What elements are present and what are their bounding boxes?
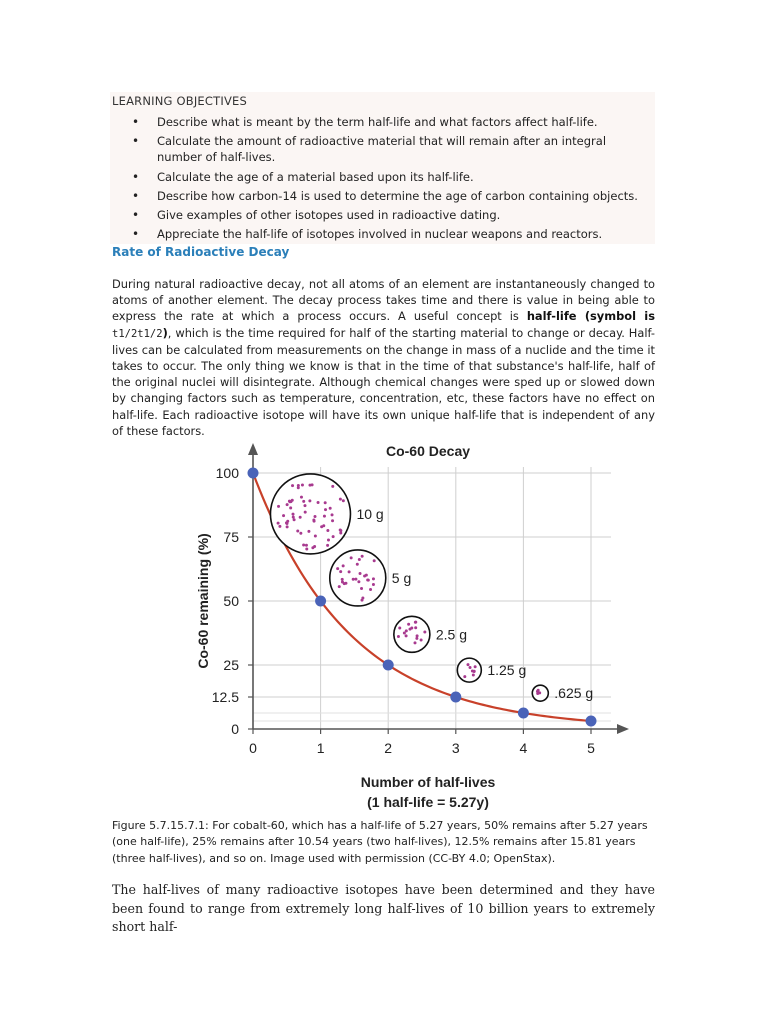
atom-dot (348, 570, 351, 573)
data-point (450, 692, 461, 703)
atom-dot (372, 577, 375, 580)
half-life-term: half-life (symbol is (526, 309, 655, 324)
atom-dot (303, 504, 306, 507)
atom-dot (299, 516, 302, 519)
atom-dot (324, 501, 327, 504)
atom-dot (326, 529, 329, 532)
section-title: Rate of Radioactive Decay (112, 245, 290, 259)
sample-circles (270, 474, 593, 701)
atom-dot (361, 555, 364, 558)
paragraph-intro: During natural radioactive decay, not all atoms of an element are instantaneously changed to atoms of another element. The decay process takes time and there is value in being able to express the rate at which a process occurs. A useful concept is (112, 277, 655, 324)
atom-dot (360, 587, 363, 590)
atom-dot (329, 507, 332, 510)
closing-paragraph: The half-lives of many radioactive isotopes have been determined and they have been found to range from extremely long half-lives of 10 billion years to extremely short half- (112, 882, 655, 934)
atom-dot (308, 484, 311, 487)
atom-dot (323, 515, 326, 518)
atom-dot (407, 623, 410, 626)
x-axis-sublabel: (1 half-life = 5.27y) (367, 794, 489, 810)
atom-dot (286, 520, 289, 523)
atom-dot (463, 675, 466, 678)
atom-dot (469, 666, 472, 669)
atom-dot (398, 626, 401, 629)
objective-item: • Calculate the age of a material based upon its half-life. (110, 169, 655, 185)
sample-mass-label: .625 g (554, 685, 594, 702)
sample-mass-label: 5 g (391, 569, 412, 586)
atom-dot (367, 579, 370, 582)
atom-dot (405, 629, 408, 632)
atom-dot (301, 483, 304, 486)
atom-dot (331, 485, 334, 488)
atom-dot (278, 525, 281, 528)
atom-dot (292, 516, 295, 519)
sample-circle-group (457, 658, 526, 682)
objective-item: • Describe how carbon-14 is used to determine the age of carbon containing objects. (110, 188, 655, 204)
objective-item: • Give examples of other isotopes used in radioactive dating. (110, 207, 655, 223)
x-axis-arrow (617, 724, 629, 734)
atom-dot (410, 626, 413, 629)
x-tick-label: 2 (384, 740, 393, 756)
x-tick-label: 4 (519, 740, 528, 756)
atom-dot (332, 535, 335, 538)
learning-objectives-box (110, 92, 655, 244)
x-tick-label: 0 (249, 740, 257, 756)
atom-dot (305, 544, 308, 547)
atom-dot (414, 626, 417, 629)
atom-dot (286, 503, 289, 506)
atom-dot (357, 580, 360, 583)
data-point (518, 708, 529, 719)
atom-dot (305, 547, 308, 550)
atom-dot (361, 599, 364, 602)
atom-dot (354, 578, 357, 581)
objective-item: • Calculate the amount of radioactive material that will remain after an integral number of half-lives. (110, 133, 655, 165)
co60-decay-chart (180, 436, 640, 816)
atom-dot (324, 508, 327, 511)
atom-dot (336, 567, 339, 570)
atom-dot (286, 525, 289, 528)
atom-dot (288, 500, 291, 503)
objective-item: • Describe what is meant by the term half-life and what factors affect half-life. (110, 114, 655, 130)
atom-dot (314, 535, 317, 538)
atom-dot (474, 665, 477, 668)
atom-dot (405, 634, 408, 637)
y-tick-label: 25 (223, 657, 239, 673)
sample-circle (394, 616, 430, 652)
atom-dot (308, 499, 311, 502)
half-life-symbol: t1/2t1/2 (112, 327, 163, 340)
y-axis-label: Co-60 remaining (%) (195, 533, 211, 669)
atom-dot (365, 574, 368, 577)
atom-dot (296, 530, 299, 533)
atom-dot (313, 545, 316, 548)
sample-circle (457, 658, 481, 682)
atom-dot (473, 670, 476, 673)
atom-dot (277, 522, 280, 525)
atom-dot (312, 519, 315, 522)
atom-dot (350, 556, 353, 559)
atom-dot (297, 484, 300, 487)
atom-dot (372, 583, 375, 586)
atom-dot (302, 500, 305, 503)
paragraph-rest: , which is the time required for half of the starting material to change or decay. Half-lives can be calculated from measurements on the change in mass of a nuclide and the time it takes to occur. The only thing we know is that in the time of that substance's half-life, half of the original nuclei will disintegrate. Although chemical changes were sped up or slowed down by changing factors such as temperature, concentration, etc, these factors have no effect on half-life. Each radioactive isotope will have its own unique half-life that is independent of any of these factors. (112, 325, 655, 438)
atom-dot (358, 558, 361, 561)
atom-dot (342, 499, 345, 502)
objective-item: • Appreciate the half-life of isotopes involved in nuclear weapons and reactors. (110, 226, 655, 242)
atom-dot (331, 519, 334, 522)
y-axis-arrow (248, 443, 258, 455)
sample-circle-group (532, 685, 593, 701)
atom-dot (291, 484, 294, 487)
data-point (315, 596, 326, 607)
sample-mass-label: 1.25 g (487, 662, 527, 679)
atom-dot (352, 578, 355, 581)
atom-dot (341, 578, 344, 581)
atom-dot (314, 515, 317, 518)
atom-dot (327, 538, 330, 541)
atom-dot (277, 505, 280, 508)
data-point (248, 468, 259, 479)
data-point (383, 660, 394, 671)
atom-dot (369, 588, 372, 591)
body-paragraph (112, 276, 655, 439)
atom-dot (331, 513, 334, 516)
sample-circle-group (270, 474, 383, 554)
atom-dot (359, 572, 362, 575)
atom-dot (415, 637, 418, 640)
figure-caption: Figure 5.7.15.7.1: For cobalt-60, which has a half-life of 5.27 years, 50% remains after 5.27 years (one half-life), 25% remains after 10.54 years (two half-lives), 12.5% remains after 15.81 years (three half-lives), and so on. Image used with permission (CC-BY 4.0; OpenStax). (112, 819, 648, 865)
atom-dot (339, 570, 342, 573)
sample-mass-label: 10 g (356, 505, 384, 522)
atom-dot (536, 690, 539, 693)
x-tick-label: 5 (587, 740, 595, 756)
x-tick-label: 3 (451, 740, 460, 756)
atom-dot (466, 663, 469, 666)
atom-dot (320, 525, 323, 528)
y-tick-label: 75 (223, 529, 239, 545)
atom-dot (299, 532, 302, 535)
half-life-term-end: ) (162, 325, 168, 340)
atom-dot (339, 532, 342, 535)
objectives-title: LEARNING OBJECTIVES (112, 94, 247, 108)
data-point (586, 716, 597, 727)
atom-dot (304, 511, 307, 514)
atom-dot (420, 638, 423, 641)
atom-dot (317, 501, 320, 504)
atom-dot (472, 674, 475, 677)
y-tick-label: 12.5 (211, 689, 239, 705)
atom-dot (289, 506, 292, 509)
atom-dot (326, 544, 329, 547)
y-tick-label: 0 (231, 721, 239, 737)
atom-dot (338, 585, 341, 588)
chart-svg (180, 436, 640, 816)
atom-dot (341, 581, 344, 584)
chart-title: Co-60 Decay (385, 443, 471, 459)
sample-mass-label: 2.5 g (435, 626, 468, 643)
atom-dot (397, 635, 400, 638)
atom-dot (339, 498, 342, 501)
atom-dot (414, 621, 417, 624)
atom-dot (356, 563, 359, 566)
atom-dot (293, 518, 296, 521)
sample-circle-group (330, 550, 411, 606)
objectives-list (110, 114, 655, 246)
atom-dot (302, 544, 305, 547)
y-tick-label: 50 (223, 593, 239, 609)
x-tick-label: 1 (316, 740, 325, 756)
chart-ticks (212, 465, 595, 756)
atom-dot (423, 630, 426, 633)
atom-dot (414, 641, 417, 644)
sample-circle (330, 550, 386, 606)
atom-dot (307, 530, 310, 533)
atom-dot (373, 559, 376, 562)
atom-dot (282, 514, 285, 517)
x-axis-label: Number of half-lives (360, 774, 496, 790)
y-tick-label: 100 (215, 465, 239, 481)
atom-dot (292, 513, 295, 516)
atom-dot (342, 564, 345, 567)
atom-dot (300, 496, 303, 499)
